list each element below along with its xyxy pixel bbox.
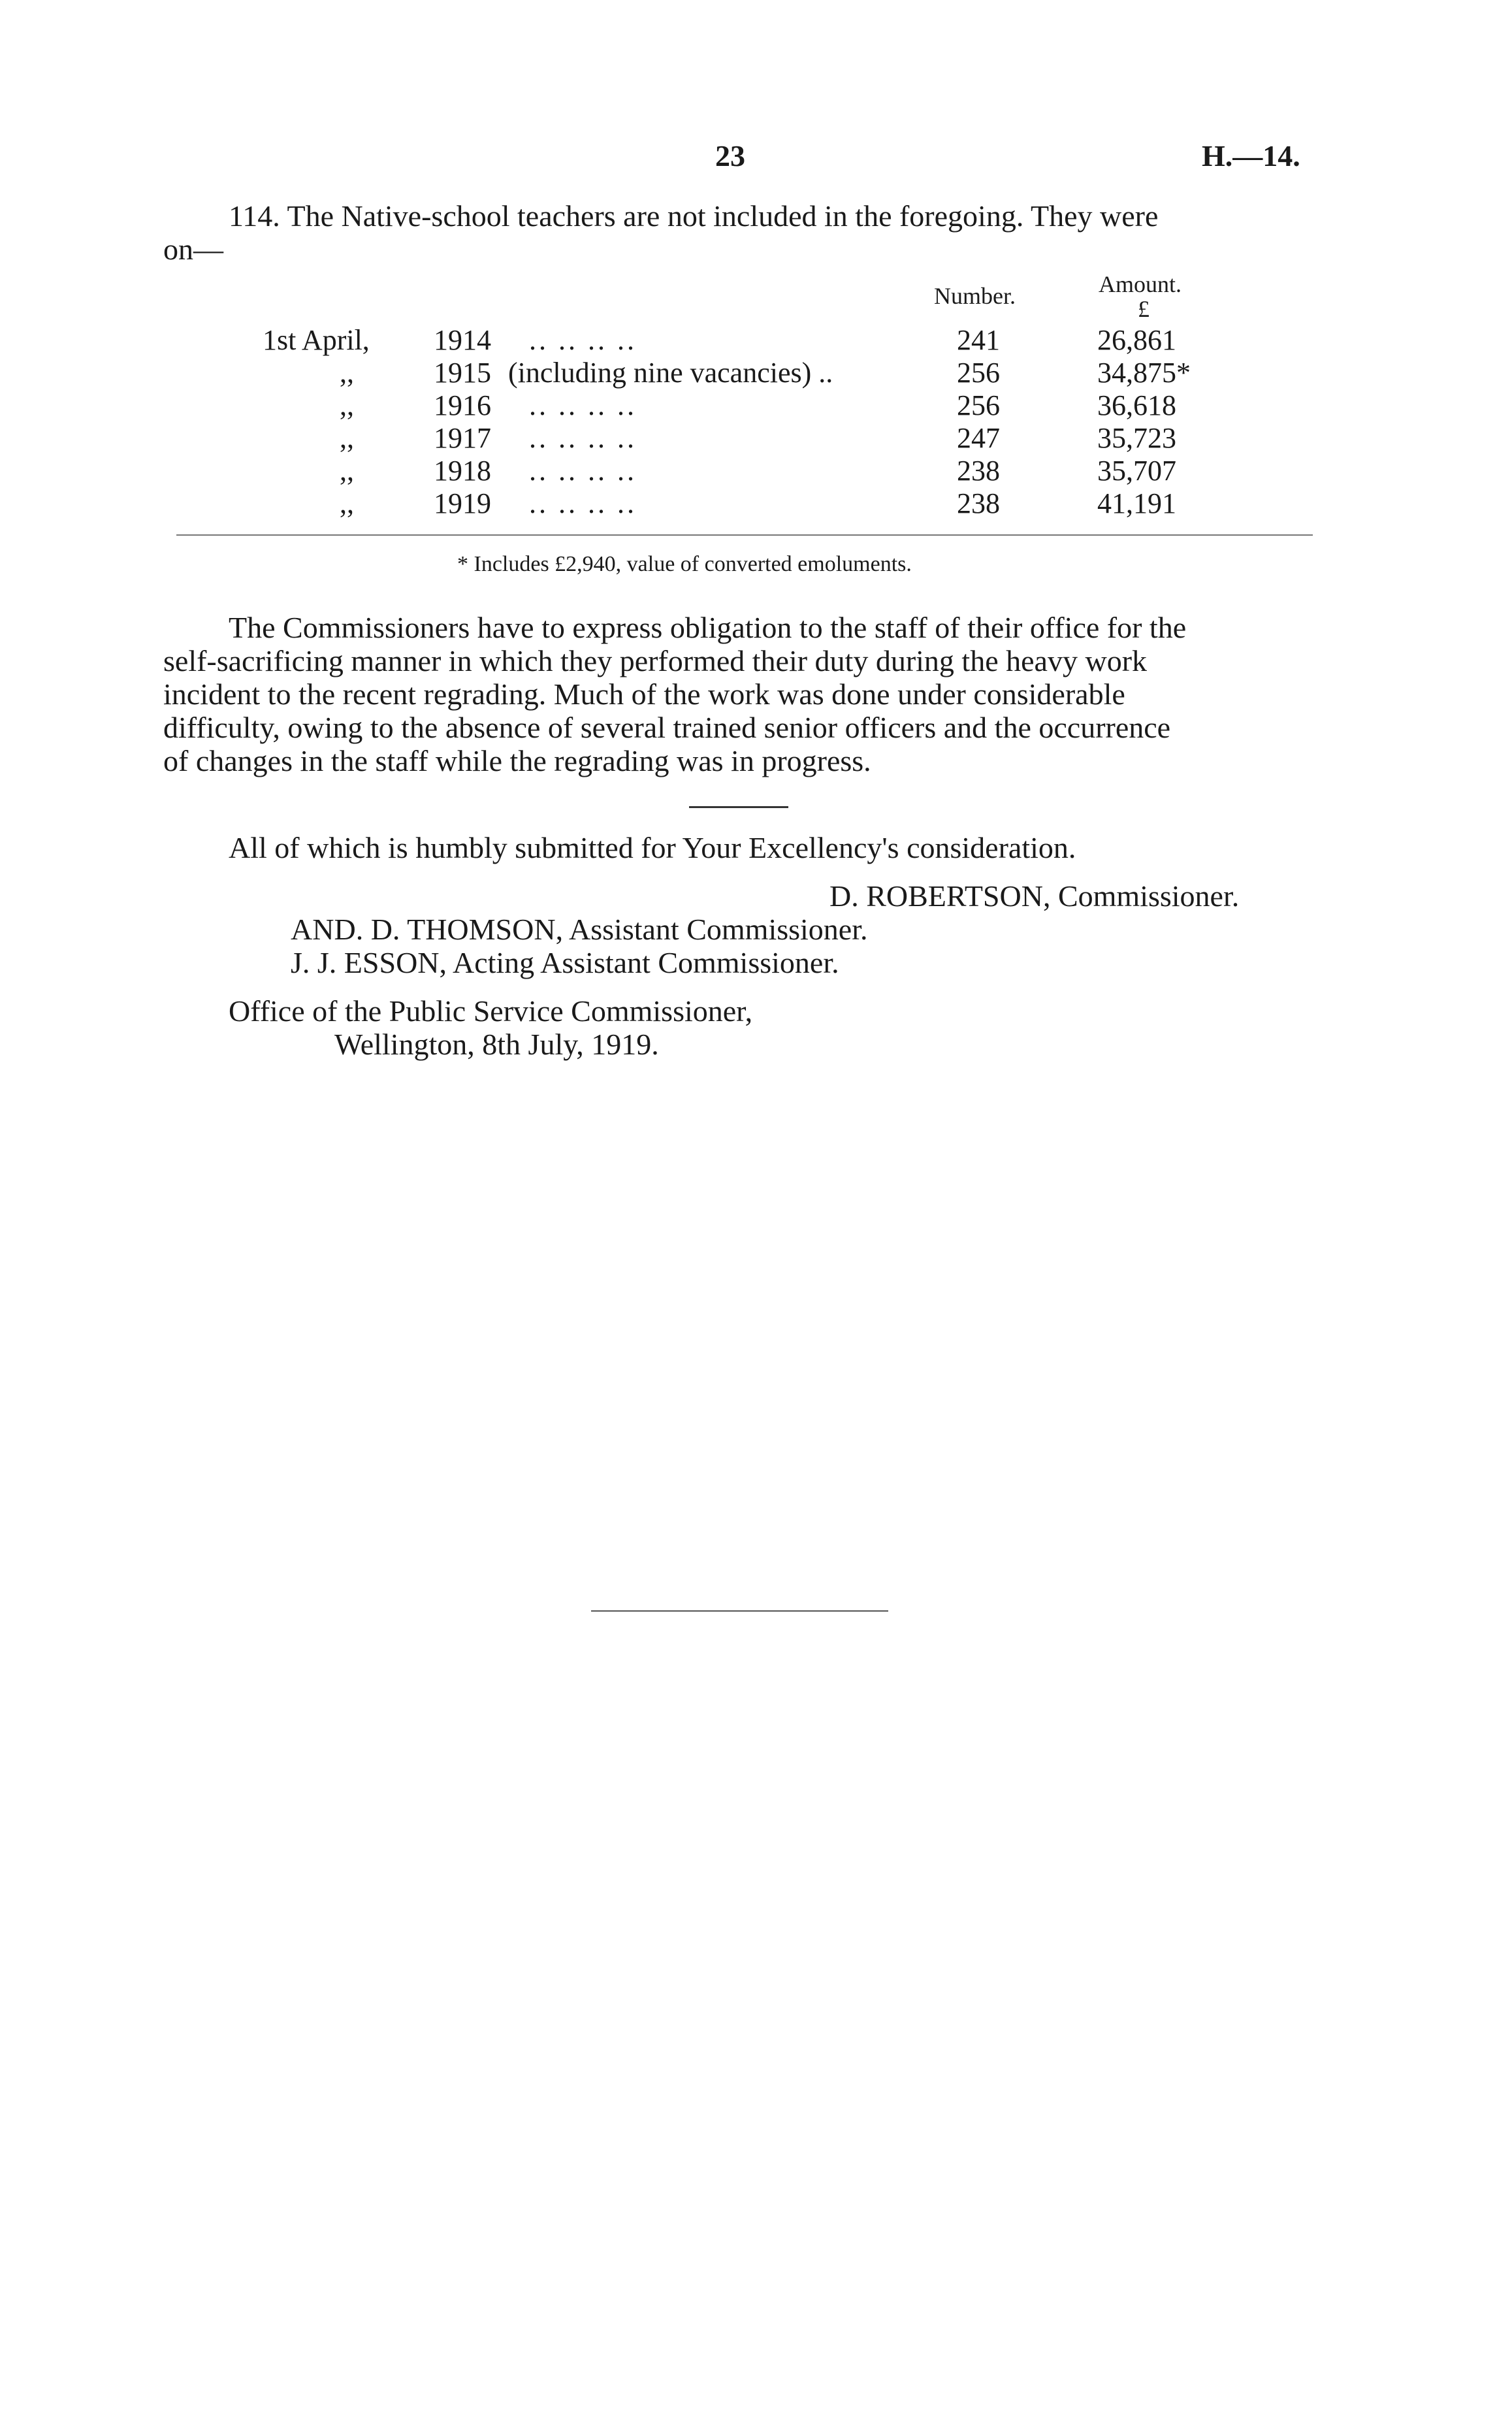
table-row-amount: 26,861: [1097, 324, 1176, 356]
closing-line: The Commissioners have to express obligation to the staff of their office for the: [229, 611, 1187, 644]
table-row-year: 1917: [434, 422, 491, 454]
closing-rule: [591, 1610, 888, 1612]
table-row-note: (including nine vacancies) ..: [508, 357, 833, 389]
signature-esson: [291, 946, 839, 979]
table-row-prefix: ,,: [340, 422, 354, 454]
table-row-prefix: ,,: [340, 357, 354, 389]
signature-name-part: ND: [312, 913, 356, 946]
intro-text: The Native-school teachers are not included in the foregoing. They were: [287, 199, 1159, 233]
table-row-amount: 41,191: [1097, 487, 1176, 519]
signature-name-initial: D. R: [829, 879, 886, 913]
table-row-year: 1916: [434, 389, 491, 421]
signature-name: OBERTSON: [886, 879, 1043, 913]
table-row-amount: 36,618: [1097, 389, 1176, 421]
signature-name: SSON: [362, 946, 440, 979]
signature-name-initial: A: [291, 913, 313, 946]
signature-robertson: [829, 879, 1239, 913]
table-footnote: * Includes £2,940, value of converted emoluments.: [457, 552, 912, 576]
closing-line: incident to the recent regrading. Much of the work was done under considerable: [163, 677, 1125, 711]
table-row-year: 1914: [434, 324, 491, 356]
signature-role: , Assistant Commissioner.: [555, 913, 868, 946]
table-row-prefix: ,,: [340, 389, 354, 421]
page-number: 23: [715, 139, 745, 172]
office-line-2: Wellington, 8th July, 1919.: [334, 1028, 659, 1061]
table-row-amount: 35,723: [1097, 422, 1176, 454]
section-divider: [689, 806, 788, 808]
table-row-leader: .. .. .. ..: [529, 422, 637, 454]
signature-name-initial: J. J. E: [291, 946, 362, 979]
table-row-leader: .. .. .. ..: [529, 487, 637, 519]
table-row-amount: 34,875*: [1097, 357, 1191, 389]
table-row-number: 247: [957, 422, 1000, 454]
table-row-number: 238: [957, 487, 1000, 519]
paragraph-number: 114.: [229, 199, 280, 233]
column-header-amount-unit: £: [1138, 296, 1150, 322]
office-line-1: Office of the Public Service Commissioner,: [229, 994, 753, 1028]
closing-line: difficulty, owing to the absence of several trained senior officers and the occurrence: [163, 711, 1171, 744]
closing-line: self-sacrificing manner in which they performed their duty during the heavy work: [163, 644, 1148, 677]
document-reference: H.—14.: [1202, 139, 1300, 172]
closing-line: of changes in the staff while the regrading was in progress.: [163, 744, 871, 777]
table-row-year: 1919: [434, 487, 491, 519]
table-row-number: 241: [957, 324, 1000, 356]
column-header-number: Number.: [934, 283, 1016, 309]
table-row-leader: .. .. .. ..: [529, 324, 637, 356]
table-row-number: 238: [957, 455, 1000, 487]
table-row-year: 1918: [434, 455, 491, 487]
table-rule: [176, 534, 1313, 536]
signature-role: , Acting Assistant Commissioner.: [439, 946, 839, 979]
signature-name: HOMSON: [425, 913, 556, 946]
submission-line: All of which is humbly submitted for Your Excellency's consideration.: [229, 831, 1076, 864]
table-row-number: 256: [957, 357, 1000, 389]
signature-name-initials: . D. T: [355, 913, 426, 946]
signature-role: , Commissioner.: [1042, 879, 1240, 913]
intro-paragraph: [229, 199, 1158, 233]
table-row-prefix: 1st April,: [263, 324, 370, 356]
table-row-amount: 35,707: [1097, 455, 1176, 487]
table-row-leader: .. .. .. ..: [529, 455, 637, 487]
column-header-amount: Amount.: [1099, 271, 1182, 297]
intro-text-continued: on—: [163, 233, 223, 266]
table-row-prefix: ,,: [340, 455, 354, 487]
table-row-number: 256: [957, 389, 1000, 421]
table-row-year: 1915: [434, 357, 491, 389]
table-row-prefix: ,,: [340, 487, 354, 519]
table-row-leader: .. .. .. ..: [529, 389, 637, 421]
signature-thomson: [291, 913, 868, 946]
